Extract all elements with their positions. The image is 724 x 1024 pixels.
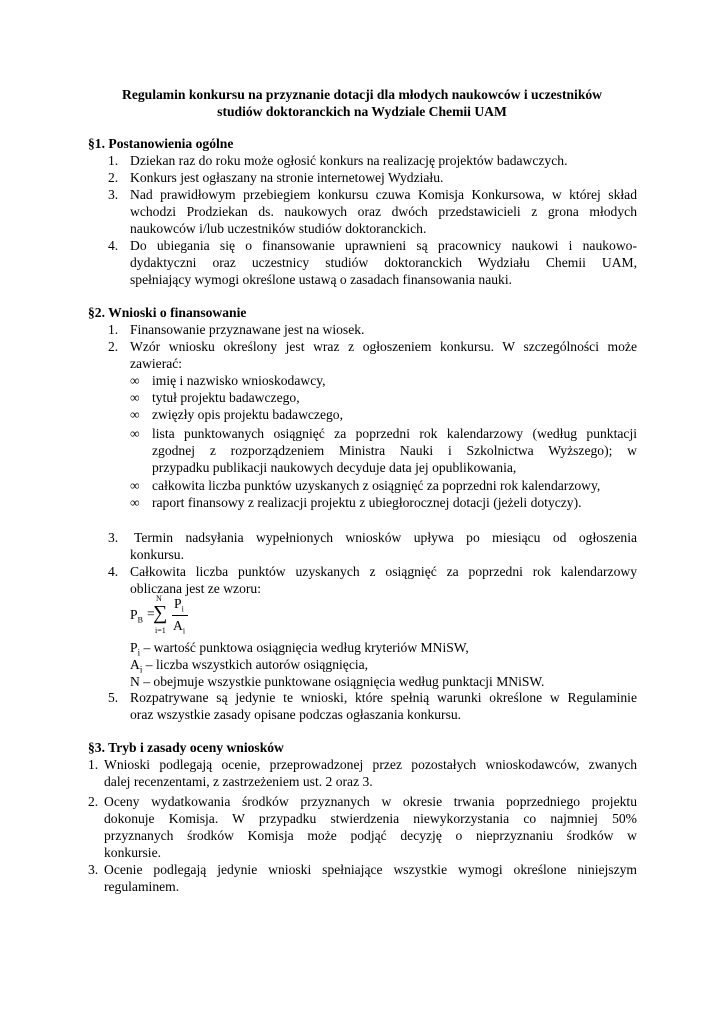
bullet-icon: ∞ <box>130 390 140 405</box>
sum-icon: ∑ <box>153 602 168 624</box>
list-item: Dziekan raz do roku może ogłosić konkurs na realizację projektów badawczych. <box>130 153 568 168</box>
list-item-line: wchodzi Prodziekan ds. naukowych oraz dwóch przedstawicieli z grona młodych <box>130 204 637 219</box>
list-number: 3. <box>108 187 119 202</box>
list-number: 1. <box>108 153 119 168</box>
list-item-line: regulaminem. <box>104 879 180 894</box>
list-number: 1. <box>88 757 99 772</box>
list-number: 1. <box>108 322 119 337</box>
bullet-item-line: zgodnej z rozporządzeniem Ministra Nauki i Szkolnictwa Wyższego); w <box>152 443 637 458</box>
points-formula <box>128 595 208 639</box>
list-item-line: Do ubiegania się o finansowanie uprawnieni są pracownicy naukowi i naukowo- <box>130 238 637 253</box>
list-item-line: dydaktyczni oraz uczestnicy studiów doktoranckich Wydziału Chemii UAM, <box>130 255 637 270</box>
bullet-icon: ∞ <box>130 407 140 422</box>
list-item-line: Całkowita liczba punktów uzyskanych z osiągnięć za poprzedni rok kalendarzowy <box>130 564 637 579</box>
list-item: Konkurs jest ogłaszany na stronie internetowej Wydziału. <box>130 170 444 185</box>
list-item-line: Rozpatrywane są jedynie te wnioski, które spełnią warunki określone w Regulaminie <box>130 690 637 705</box>
list-number: 4. <box>108 564 119 579</box>
list-item-line: Nad prawidłowym przebiegiem konkursu czuwa Komisja Konkursowa, w której skład <box>130 187 637 202</box>
bullet-icon: ∞ <box>130 478 140 493</box>
list-item-line: Wnioski podlegają ocenie, przeprowadzonej przez pozostałych wnioskodawców, zwanych <box>104 757 637 772</box>
list-item-line: Ocenie podlegają jedynie wnioski spełniające wszystkie wymogi określone niniejszym <box>104 862 637 877</box>
bullet-item: imię i nazwisko wnioskodawcy, <box>152 373 326 388</box>
list-number: 2. <box>108 339 119 354</box>
bullet-icon: ∞ <box>130 426 140 441</box>
list-item-line: przyznanych środków Komisja może podjąć decyzję o nieprzyznaniu środków w <box>104 828 637 843</box>
formula-lhs: $P_B$ <box>130 607 143 625</box>
list-number: 2. <box>88 794 99 809</box>
list-number: 2. <box>108 170 119 185</box>
document-title <box>90 86 634 120</box>
list-item-line: konkursu. <box>130 547 184 562</box>
bullet-item: zwięzły opis projektu badawczego, <box>152 407 343 422</box>
list-number: 5. <box>108 690 119 705</box>
formula-equals: = <box>147 606 155 621</box>
list-item-line: konkursie. <box>104 845 162 860</box>
section-3-heading: §3. Tryb i zasady oceny wniosków <box>88 740 284 755</box>
bullet-icon: ∞ <box>130 495 140 510</box>
title-line: studiów doktoranckich na Wydziale Chemii UAM <box>217 104 507 119</box>
bullet-icon: ∞ <box>130 373 140 388</box>
bullet-item-line: przypadku publikacji naukowych decyduje data jej opublikowania, <box>152 460 517 475</box>
bullet-item: raport finansowy z realizacji projektu z ubiegłorocznej dotacji (jeżeli dotyczy). <box>152 495 582 510</box>
list-item-line: Termin nadsyłania wypełnionych wniosków upływa po miesiącu od ogłoszenia <box>134 530 637 545</box>
list-item-line: spełniający wymogi określone ustawą o zasadach finansowania nauki. <box>130 272 513 287</box>
definition-line: $A_i$ – liczba wszystkich autorów osiągnięcia, <box>130 657 369 675</box>
list-number: 3. <box>108 530 119 545</box>
list-item-line: zawierać: <box>130 356 183 371</box>
formula-upper-limit: N <box>156 594 162 603</box>
list-item: Finansowanie przyznawane jest na wiosek. <box>130 322 365 337</box>
list-item-line: Oceny wydatkowania środków przyznanych w okresie trwania poprzedniego projektu <box>104 794 637 809</box>
list-item-line: Wzór wniosku określony jest wraz z ogłoszeniem konkursu. W szczególności może <box>130 339 637 354</box>
definition-line: $P_i$ – wartość punktowa osiągnięcia według kryteriów MNiSW, <box>130 640 469 658</box>
list-number: 4. <box>108 238 119 253</box>
title-line: Regulamin konkursu na przyznanie dotacji dla młodych naukowców i uczestników <box>122 87 602 102</box>
definition-line: N – obejmuje wszystkie punktowane osiągnięcia według punktacji MNiSW. <box>130 674 545 689</box>
formula-lower-limit: i=1 <box>155 626 166 635</box>
fraction-bar <box>172 615 188 616</box>
bullet-item-line: lista punktowanych osiągnięć za poprzedni rok kalendarzowy (według punktacji <box>152 426 637 441</box>
list-item-line: obliczana jest ze wzoru: <box>130 581 261 596</box>
list-item-line: dokonuje Komisja. W przypadku stwierdzenia niewykorzystania co najmniej 50% <box>104 811 637 826</box>
formula-denominator: $A_i$ <box>173 618 186 636</box>
section-2-heading: §2. Wnioski o finansowanie <box>88 305 247 320</box>
list-item-line: naukowców i/lub uczestników studiów doktoranckich. <box>130 221 427 236</box>
section-1-heading: §1. Postanowienia ogólne <box>88 136 234 151</box>
list-item-line: dalej recenzentami, z zastrzeżeniem ust. 2 oraz 3. <box>104 774 373 789</box>
list-number: 3. <box>88 862 99 877</box>
bullet-item: tytuł projektu badawczego, <box>152 390 300 405</box>
list-item-line: oraz wszystkie zasady opisane podczas ogłaszania konkursu. <box>130 707 462 722</box>
formula-numerator: $P_i$ <box>174 596 184 614</box>
bullet-item: całkowita liczba punktów uzyskanych z osiągnięć za poprzedni rok kalendarzowy, <box>152 478 601 493</box>
